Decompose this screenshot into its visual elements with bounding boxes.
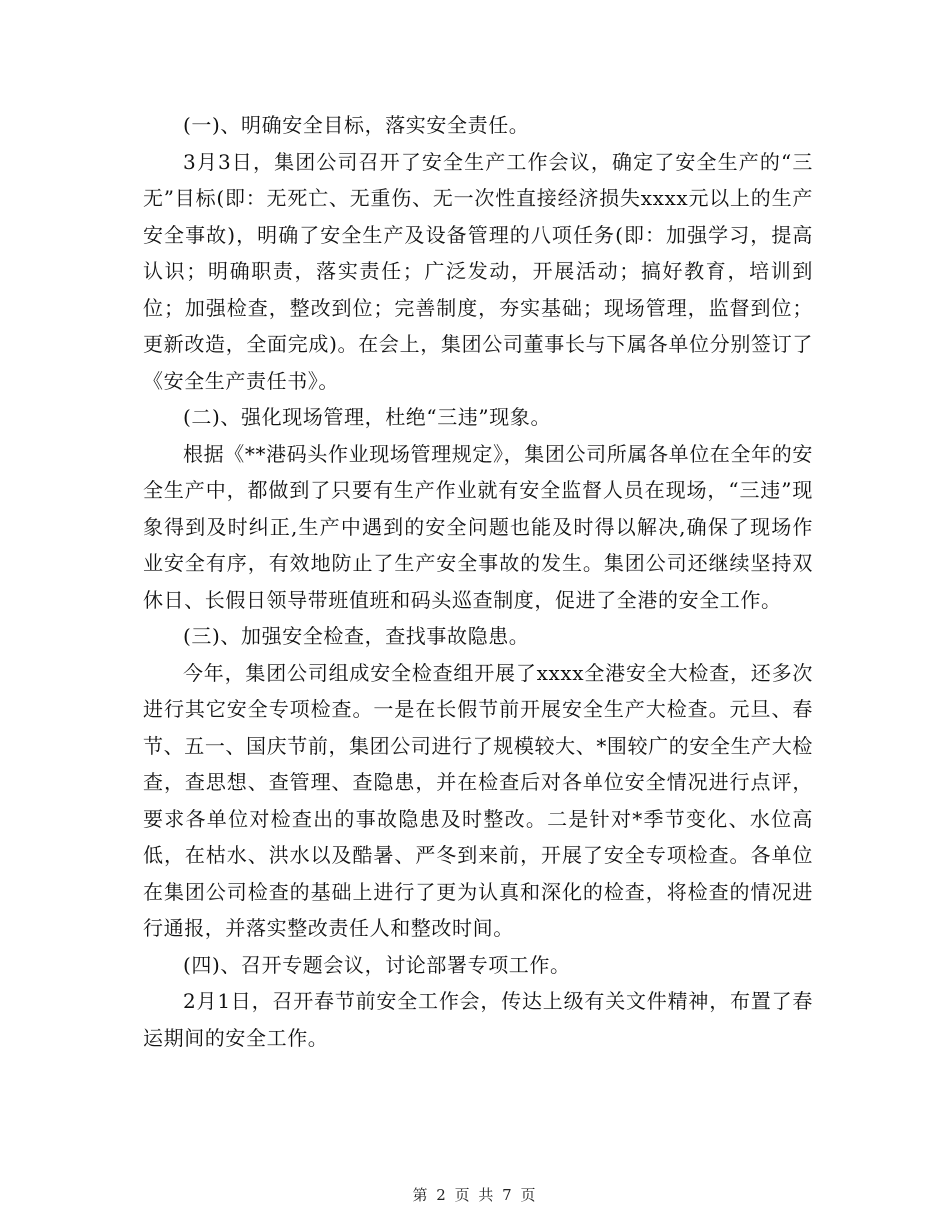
heading-3: (三)、加强安全检查，查找事故隐患。 bbox=[183, 624, 530, 648]
heading-2: (二)、强化现场管理，杜绝“三违”现象。 bbox=[183, 405, 552, 429]
paragraph-2: 根据《**港码头作业现场管理规定》，集团公司所属各单位在全年的安全生产中，都做到了只要有生产作业就有安全监督人员在现场，“三违”现象得到及时纠正,生产中遇到的安全问题也能及时得以解决,确保了现场作业安全有序，有效地防止了生产安全事故的发生。集团公司还继续坚持双休日、长假日领导带班值班和码头巡查制度，促进了全港的安全工作。 bbox=[143, 441, 813, 612]
heading-1: (一)、明确安全目标，落实安全责任。 bbox=[183, 113, 530, 137]
paragraph-1: 3月3日，集团公司召开了安全生产工作会议，确定了安全生产的“三无”目标(即：无死亡、无重伤、无一次性直接经济损失xxxx元以上的生产安全事故)，明确了安全生产及设备管理的八项任务(即：加强学习，提高认识；明确职责，落实责任；广泛发动，开展活动；搞好教育，培训到位；加强检查，整改到位；完善制度，夯实基础；现场管理，监督到位；更新改造，全面完成)。在会上，集团公司董事长与下属各单位分别签订了《安全生产责任书》。 bbox=[143, 149, 813, 393]
body-text bbox=[143, 107, 813, 1056]
heading-4: (四)、召开专题会议，讨论部署专项工作。 bbox=[183, 952, 571, 977]
paragraph-4: 2月1日，召开春节前安全工作会，传达上级有关文件精神，布置了春运期间的安全工作。 bbox=[143, 989, 813, 1050]
paragraph-3: 今年，集团公司组成安全检查组开展了xxxx全港安全大检查，还多次进行其它安全专项检查。一是在长假节前开展安全生产大检查。元旦、春节、五一、国庆节前，集团公司进行了规模较大、*围较广的安全生产大检查，查思想、查管理、查隐患，并在检查后对各单位安全情况进行点评，要求各单位对检查出的事故隐患及时整改。二是针对*季节变化、水位高低，在枯水、洪水以及酷暑、严冬到来前，开展了安全专项检查。各单位在集团公司检查的基础上进行了更为认真和深化的检查，将检查的情况进行通报，并落实整改责任人和整改时间。 bbox=[143, 660, 813, 940]
page-number-footer: 第 2 页 共 7 页 bbox=[412, 1186, 538, 1204]
